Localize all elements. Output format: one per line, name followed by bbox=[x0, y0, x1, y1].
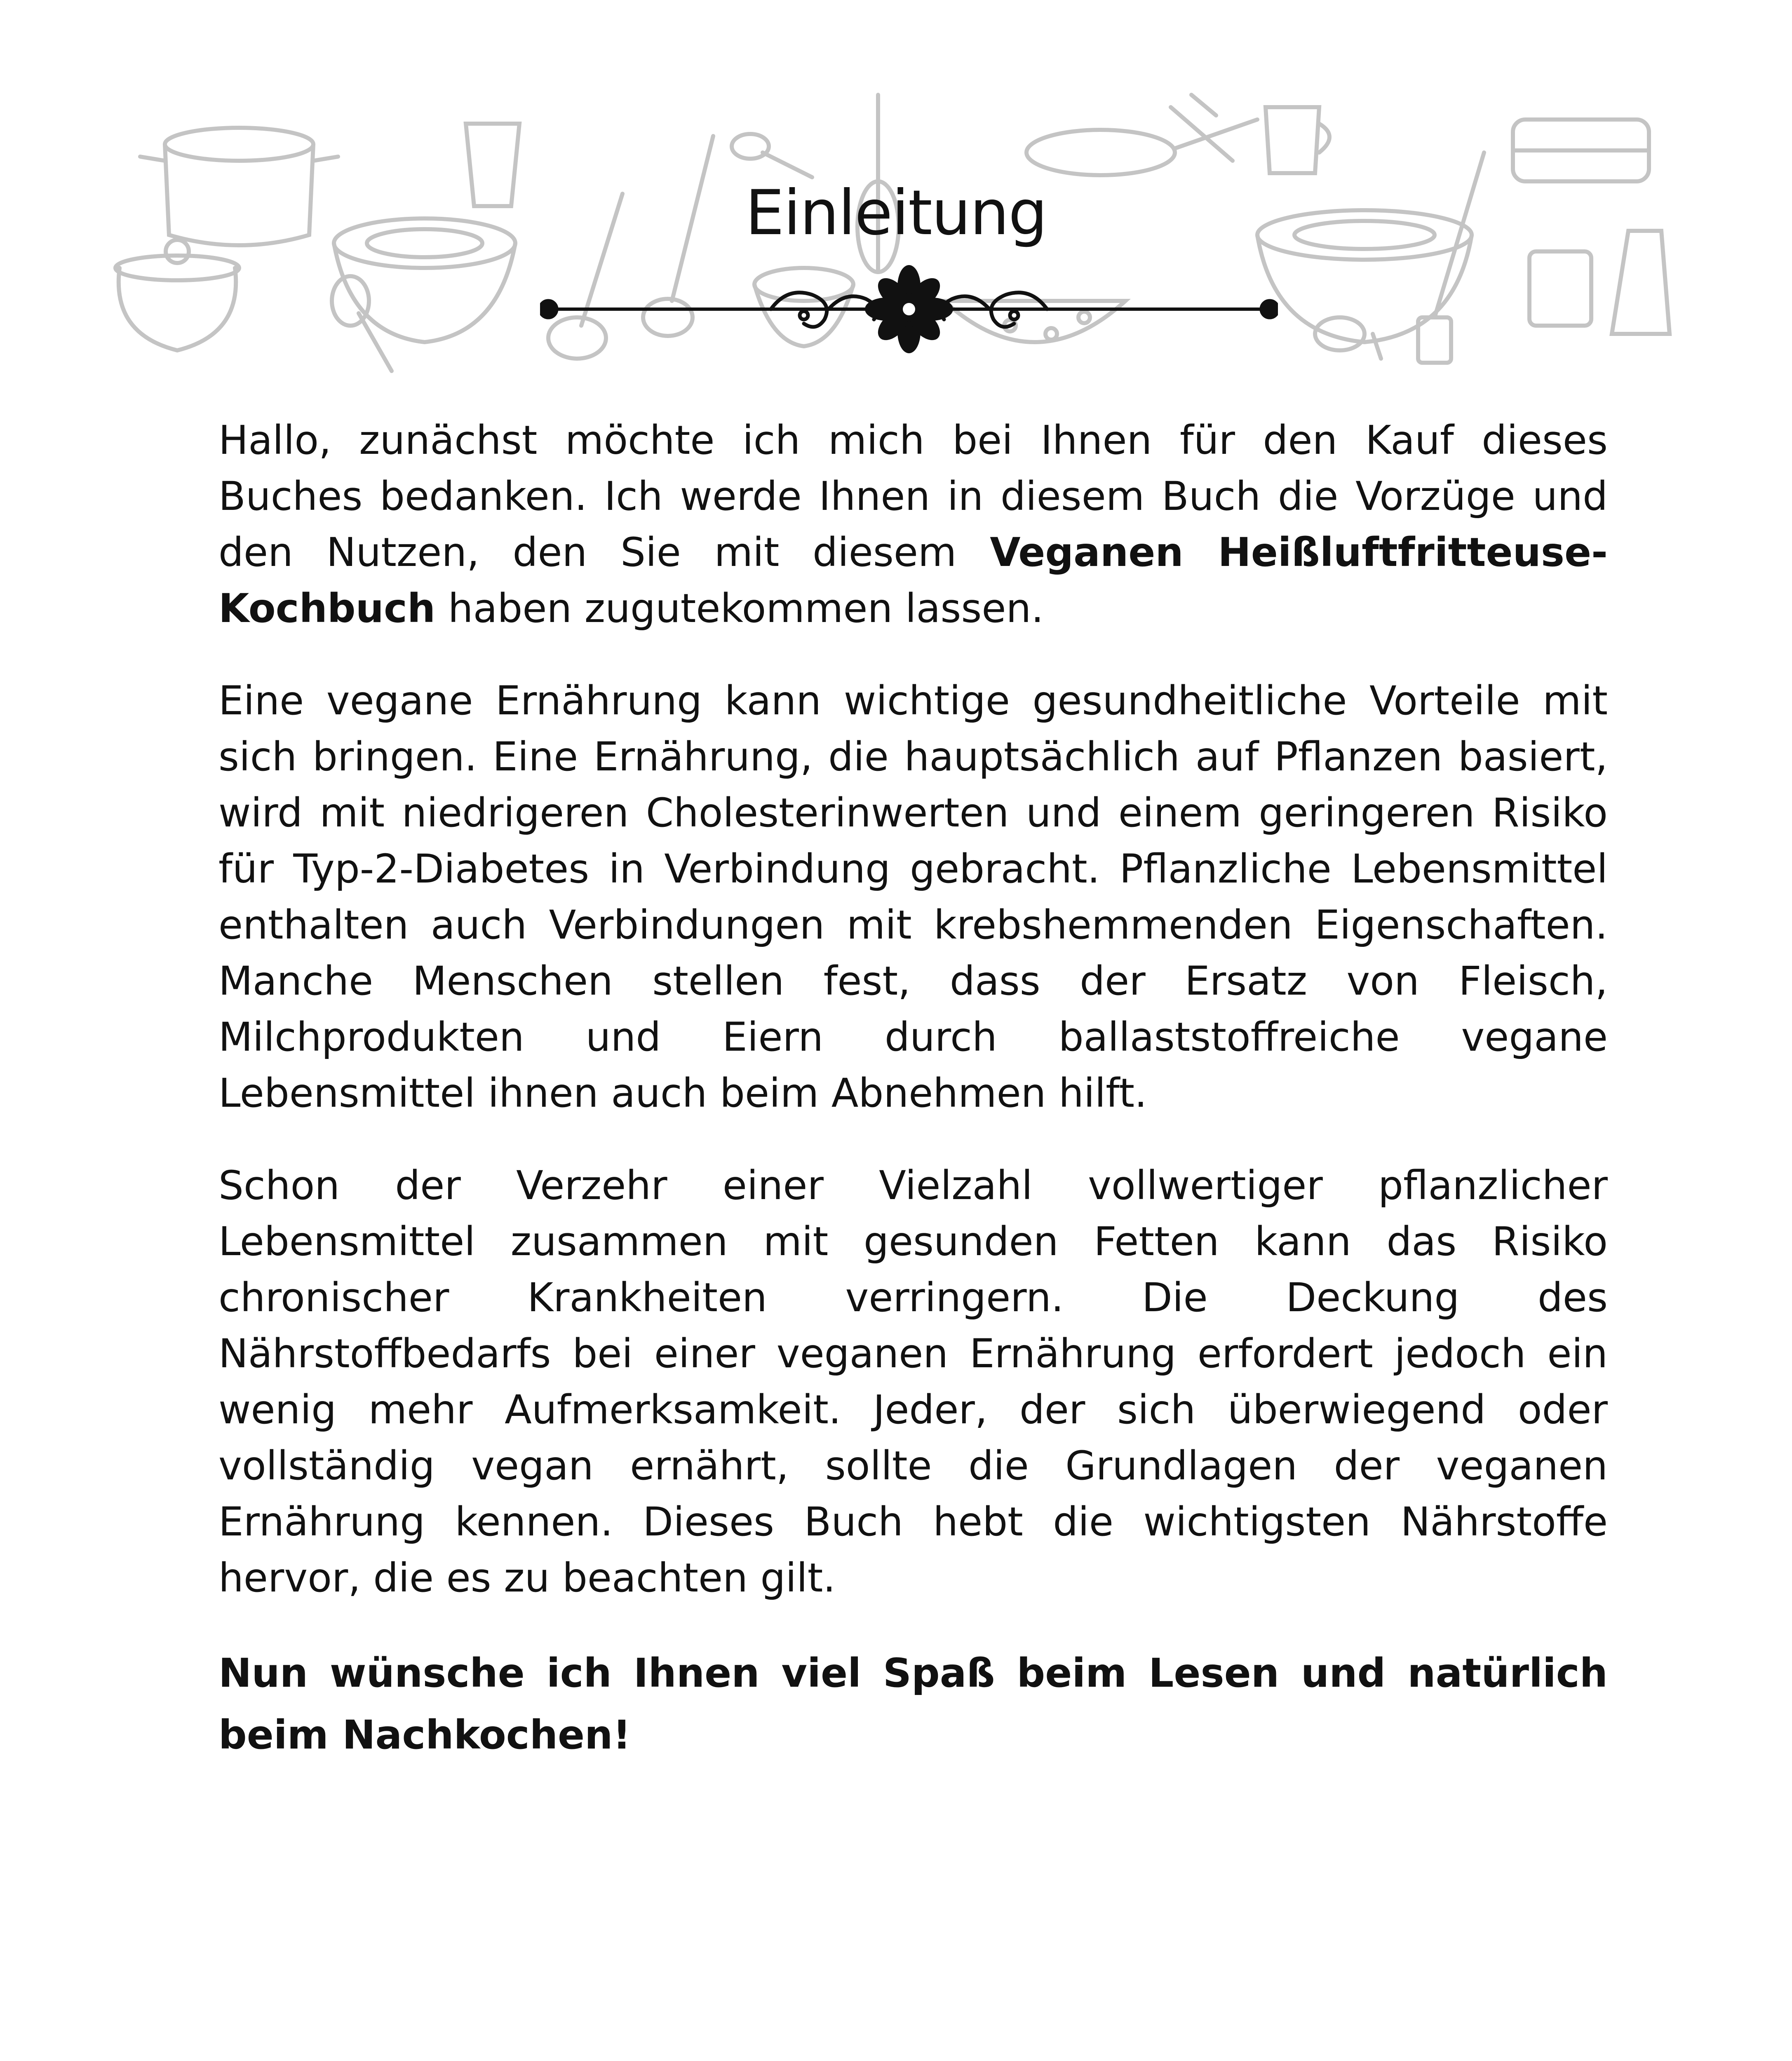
closing-wish: Nun wünsche ich Ihnen viel Spaß beim Lesen und natürlich beim Nachkochen! bbox=[218, 1650, 1608, 1758]
book-title-emphasis: Veganen Heißluftfritteuse-Kochbuch bbox=[218, 529, 1608, 631]
casserole-icon bbox=[115, 240, 239, 350]
kitchen-scale-icon bbox=[1529, 251, 1591, 326]
paragraph-nutrients: Schon der Verzehr einer Vielzahl vollwertiger pflanzlicher Lebensmittel zusammen mit gesunden Fetten kann das Risiko chronischer Krankheiten verringern. Die Deckung des Nährstoffbedarfs bei einer veganen Ernährung erfordert jedoch ein wenig mehr Aufmerksamkeit. Jeder, der sich überwiegend oder vollständig vegan ernährt, sollte die Grundlagen der veganen Ernährung kennen. Dieses Buch hebt die wichtigsten Nährstoffe hervor, die es zu beachten gilt. bbox=[218, 1162, 1608, 1601]
document-body bbox=[218, 412, 1608, 1766]
paragraph-intro-end: haben zugutekommen lassen. bbox=[435, 585, 1044, 631]
paragraph-intro bbox=[218, 412, 1608, 636]
flourish-divider-icon bbox=[540, 262, 1278, 357]
frying-pan-icon bbox=[1026, 120, 1257, 175]
paragraph-health-benefits: Eine vegane Ernährung kann wichtige gesundheitliche Vorteile mit sich bringen. Eine Ernährung, die hauptsächlich auf Pflanzen basiert, wird mit niedrigeren Cholesterinwerten und einem geringeren Risiko für Typ-2-Diabetes in Verbindung gebracht. Pflanzliche Lebensmittel enthalten auch Verbindungen mit krebshemmenden Eigenschaften. Manche Menschen stellen fest, dass der Ersatz von Fleisch, Milchprodukten und Eiern durch ballaststoffreiche vegane Lebensmittel ihnen auch beim Abnehmen hilft. bbox=[218, 678, 1608, 1116]
page-title: Einleitung bbox=[745, 177, 1047, 249]
paragraph-intro-text: Hallo, zunächst möchte ich mich bei Ihnen für den Kauf dieses Buches bedanken. Ich werde Ihnen in diesem Buch die Vorzüge und den Nutzen, den Sie mit diesem bbox=[218, 417, 1608, 575]
cake-ring-icon bbox=[1513, 120, 1649, 181]
jug-icon bbox=[1266, 107, 1329, 173]
knife-icon bbox=[1171, 95, 1233, 161]
